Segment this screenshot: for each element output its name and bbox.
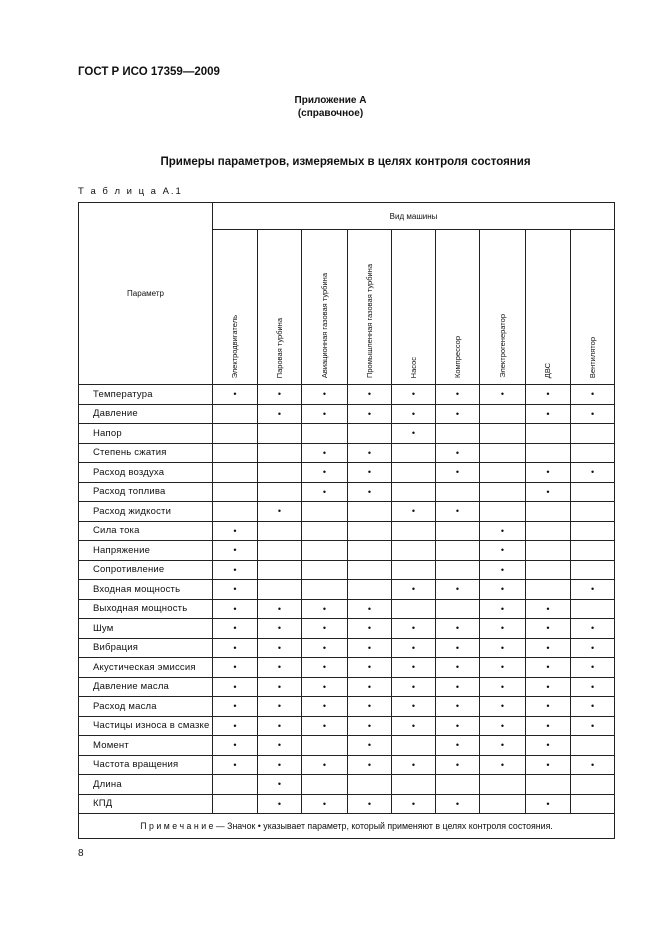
empty-cell — [436, 599, 480, 619]
bullet-mark: • — [213, 560, 258, 580]
machine-column-label: Насос — [408, 356, 418, 378]
empty-cell — [348, 580, 392, 600]
empty-cell — [302, 424, 348, 444]
table-row — [79, 385, 615, 405]
empty-cell — [213, 424, 258, 444]
parameters-table — [78, 202, 615, 839]
bullet-mark: • — [436, 697, 480, 717]
bullet-mark: • — [348, 482, 392, 502]
bullet-mark: • — [348, 755, 392, 775]
bullet-mark: • — [302, 658, 348, 678]
bullet-mark: • — [436, 385, 480, 405]
table-row — [79, 638, 615, 658]
table-row — [79, 697, 615, 717]
empty-cell — [348, 560, 392, 580]
bullet-mark: • — [213, 716, 258, 736]
empty-cell — [571, 560, 615, 580]
section-heading: Примеры параметров, измеряемых в целях контроля состояния — [160, 156, 531, 168]
empty-cell — [302, 736, 348, 756]
bullet-mark: • — [392, 580, 436, 600]
empty-cell — [571, 482, 615, 502]
bullet-mark: • — [348, 443, 392, 463]
empty-cell — [480, 482, 526, 502]
bullet-mark: • — [526, 619, 571, 639]
param-name: Сила тока — [79, 521, 213, 541]
machine-column-header — [348, 230, 392, 385]
bullet-mark: • — [213, 619, 258, 639]
bullet-mark: • — [571, 755, 615, 775]
param-name: КПД — [79, 794, 213, 814]
empty-cell — [392, 541, 436, 561]
bullet-mark: • — [571, 716, 615, 736]
bullet-mark: • — [302, 755, 348, 775]
empty-cell — [392, 560, 436, 580]
empty-cell — [526, 775, 571, 795]
bullet-mark: • — [302, 716, 348, 736]
table-row — [79, 736, 615, 756]
bullet-mark: • — [258, 385, 302, 405]
bullet-mark: • — [302, 404, 348, 424]
bullet-mark: • — [348, 619, 392, 639]
bullet-mark: • — [571, 658, 615, 678]
bullet-mark: • — [213, 658, 258, 678]
bullet-mark: • — [348, 404, 392, 424]
machine-column-label: Электрогенератор — [497, 314, 507, 378]
bullet-mark: • — [258, 755, 302, 775]
param-name: Расход жидкости — [79, 502, 213, 522]
empty-cell — [258, 580, 302, 600]
table-row — [79, 482, 615, 502]
table-row — [79, 580, 615, 600]
bullet-mark: • — [392, 424, 436, 444]
table-note — [79, 814, 615, 839]
bullet-mark: • — [213, 736, 258, 756]
bullet-mark: • — [571, 580, 615, 600]
empty-cell — [392, 443, 436, 463]
empty-cell — [392, 775, 436, 795]
bullet-mark: • — [526, 736, 571, 756]
bullet-mark: • — [213, 385, 258, 405]
bullet-mark: • — [480, 599, 526, 619]
bullet-mark: • — [213, 677, 258, 697]
empty-cell — [571, 736, 615, 756]
table-row — [79, 424, 615, 444]
empty-cell — [526, 443, 571, 463]
bullet-mark: • — [392, 697, 436, 717]
empty-cell — [258, 463, 302, 483]
param-name: Степень сжатия — [79, 443, 213, 463]
empty-cell — [302, 775, 348, 795]
bullet-mark: • — [526, 463, 571, 483]
empty-cell — [526, 502, 571, 522]
table-row — [79, 794, 615, 814]
table-row — [79, 560, 615, 580]
machine-column-label: Вентилятор — [587, 336, 597, 378]
bullet-mark: • — [480, 638, 526, 658]
table-row — [79, 443, 615, 463]
machine-column-header — [258, 230, 302, 385]
bullet-mark: • — [526, 697, 571, 717]
appendix-type: (справочное) — [297, 108, 364, 119]
bullet-mark: • — [258, 404, 302, 424]
bullet-mark: • — [392, 638, 436, 658]
param-name: Входная мощность — [79, 580, 213, 600]
bullet-mark: • — [480, 677, 526, 697]
machine-column-header — [302, 230, 348, 385]
empty-cell — [258, 541, 302, 561]
param-name: Расход топлива — [79, 482, 213, 502]
bullet-mark: • — [436, 463, 480, 483]
bullet-mark: • — [436, 677, 480, 697]
bullet-mark: • — [348, 658, 392, 678]
bullet-mark: • — [258, 619, 302, 639]
empty-cell — [436, 560, 480, 580]
machine-column-label: Паровая турбина — [274, 317, 284, 378]
empty-cell — [258, 482, 302, 502]
bullet-mark: • — [480, 736, 526, 756]
bullet-mark: • — [258, 502, 302, 522]
bullet-mark: • — [436, 736, 480, 756]
empty-cell — [480, 463, 526, 483]
bullet-mark: • — [571, 619, 615, 639]
bullet-mark: • — [302, 385, 348, 405]
empty-cell — [348, 424, 392, 444]
empty-cell — [213, 443, 258, 463]
bullet-mark: • — [480, 580, 526, 600]
bullet-mark: • — [436, 580, 480, 600]
bullet-mark: • — [571, 463, 615, 483]
bullet-mark: • — [213, 521, 258, 541]
empty-cell — [348, 541, 392, 561]
table-row — [79, 521, 615, 541]
machine-type-header: Вид машины — [213, 203, 615, 230]
empty-cell — [480, 794, 526, 814]
empty-cell — [571, 521, 615, 541]
bullet-mark: • — [348, 385, 392, 405]
bullet-mark: • — [302, 599, 348, 619]
empty-cell — [571, 443, 615, 463]
bullet-mark: • — [392, 755, 436, 775]
bullet-mark: • — [526, 677, 571, 697]
empty-cell — [213, 482, 258, 502]
bullet-mark: • — [436, 716, 480, 736]
bullet-mark: • — [348, 716, 392, 736]
bullet-mark: • — [348, 599, 392, 619]
bullet-mark: • — [436, 638, 480, 658]
bullet-mark: • — [480, 385, 526, 405]
bullet-mark: • — [348, 736, 392, 756]
bullet-mark: • — [436, 658, 480, 678]
empty-cell — [480, 443, 526, 463]
empty-cell — [571, 599, 615, 619]
bullet-mark: • — [526, 482, 571, 502]
empty-cell — [213, 502, 258, 522]
bullet-mark: • — [526, 658, 571, 678]
table-row — [79, 541, 615, 561]
empty-cell — [258, 560, 302, 580]
table-row — [79, 404, 615, 424]
param-name: Давление — [79, 404, 213, 424]
bullet-mark: • — [436, 794, 480, 814]
table-row — [79, 599, 615, 619]
bullet-mark: • — [302, 794, 348, 814]
empty-cell — [258, 443, 302, 463]
bullet-mark: • — [348, 638, 392, 658]
note-text: — Значок • указывает параметр, который применяют в целях контроля состояния. — [213, 821, 553, 831]
bullet-mark: • — [526, 385, 571, 405]
bullet-mark: • — [302, 677, 348, 697]
machine-column-header — [213, 230, 258, 385]
bullet-mark: • — [258, 716, 302, 736]
empty-cell — [348, 502, 392, 522]
table-caption: Т а б л и ц а А.1 — [78, 186, 183, 197]
empty-cell — [571, 502, 615, 522]
param-name: Давление масла — [79, 677, 213, 697]
empty-cell — [526, 580, 571, 600]
machine-column-header — [526, 230, 571, 385]
bullet-mark: • — [258, 638, 302, 658]
appendix-title: Приложение А — [294, 95, 367, 106]
table-row — [79, 716, 615, 736]
machine-column-header — [436, 230, 480, 385]
param-name: Расход воздуха — [79, 463, 213, 483]
table-note-row — [79, 814, 615, 839]
bullet-mark: • — [213, 755, 258, 775]
machine-column-label: ДВС — [543, 362, 552, 378]
bullet-mark: • — [526, 794, 571, 814]
bullet-mark: • — [480, 521, 526, 541]
bullet-mark: • — [526, 638, 571, 658]
table-body — [79, 385, 615, 814]
empty-cell — [436, 521, 480, 541]
bullet-mark: • — [436, 502, 480, 522]
param-name: Частицы износа в смазке — [79, 716, 213, 736]
bullet-mark: • — [392, 716, 436, 736]
bullet-mark: • — [392, 794, 436, 814]
bullet-mark: • — [436, 404, 480, 424]
note-label: П р и м е ч а н и е — [140, 821, 214, 831]
bullet-mark: • — [526, 404, 571, 424]
bullet-mark: • — [392, 385, 436, 405]
bullet-mark: • — [213, 541, 258, 561]
bullet-mark: • — [436, 443, 480, 463]
empty-cell — [480, 404, 526, 424]
empty-cell — [302, 521, 348, 541]
param-name: Сопротивление — [79, 560, 213, 580]
bullet-mark: • — [392, 658, 436, 678]
param-name: Частота вращения — [79, 755, 213, 775]
empty-cell — [213, 463, 258, 483]
empty-cell — [571, 794, 615, 814]
bullet-mark: • — [571, 697, 615, 717]
bullet-mark: • — [213, 599, 258, 619]
empty-cell — [302, 541, 348, 561]
param-name: Вибрация — [79, 638, 213, 658]
empty-cell — [436, 541, 480, 561]
empty-cell — [302, 580, 348, 600]
empty-cell — [302, 502, 348, 522]
empty-cell — [213, 404, 258, 424]
bullet-mark: • — [302, 638, 348, 658]
bullet-mark: • — [480, 697, 526, 717]
machine-column-header — [480, 230, 526, 385]
empty-cell — [480, 424, 526, 444]
bullet-mark: • — [213, 580, 258, 600]
bullet-mark: • — [480, 560, 526, 580]
bullet-mark: • — [348, 697, 392, 717]
bullet-mark: • — [392, 404, 436, 424]
empty-cell — [258, 424, 302, 444]
empty-cell — [436, 424, 480, 444]
empty-cell — [436, 775, 480, 795]
bullet-mark: • — [302, 697, 348, 717]
table-row — [79, 619, 615, 639]
param-name: Шум — [79, 619, 213, 639]
bullet-mark: • — [348, 794, 392, 814]
bullet-mark: • — [392, 619, 436, 639]
empty-cell — [348, 521, 392, 541]
param-name: Температура — [79, 385, 213, 405]
empty-cell — [571, 775, 615, 795]
param-name: Длина — [79, 775, 213, 795]
empty-cell — [302, 560, 348, 580]
empty-cell — [480, 775, 526, 795]
bullet-mark: • — [258, 599, 302, 619]
empty-cell — [392, 736, 436, 756]
bullet-mark: • — [571, 404, 615, 424]
table-row — [79, 775, 615, 795]
document-code: ГОСТ Р ИСО 17359—2009 — [78, 66, 220, 78]
empty-cell — [436, 482, 480, 502]
bullet-mark: • — [302, 443, 348, 463]
bullet-mark: • — [436, 755, 480, 775]
empty-cell — [526, 560, 571, 580]
bullet-mark: • — [258, 794, 302, 814]
empty-cell — [258, 521, 302, 541]
empty-cell — [571, 424, 615, 444]
empty-cell — [213, 794, 258, 814]
bullet-mark: • — [436, 619, 480, 639]
empty-cell — [480, 502, 526, 522]
bullet-mark: • — [480, 716, 526, 736]
empty-cell — [392, 599, 436, 619]
machine-column-label: Компрессор — [452, 335, 462, 378]
bullet-mark: • — [302, 619, 348, 639]
machine-column-header — [392, 230, 436, 385]
param-name: Выходная мощность — [79, 599, 213, 619]
bullet-mark: • — [213, 638, 258, 658]
empty-cell — [392, 463, 436, 483]
bullet-mark: • — [302, 482, 348, 502]
machine-column-label: Авиационная газовая турбина — [319, 272, 329, 378]
param-name: Напор — [79, 424, 213, 444]
bullet-mark: • — [480, 541, 526, 561]
bullet-mark: • — [571, 638, 615, 658]
table-row — [79, 463, 615, 483]
bullet-mark: • — [571, 385, 615, 405]
page-number: 8 — [78, 848, 84, 859]
bullet-mark: • — [480, 755, 526, 775]
empty-cell — [392, 521, 436, 541]
empty-cell — [213, 775, 258, 795]
bullet-mark: • — [258, 697, 302, 717]
bullet-mark: • — [526, 716, 571, 736]
param-name: Момент — [79, 736, 213, 756]
machine-column-label: Промышленная газовая турбина — [364, 264, 374, 378]
bullet-mark: • — [258, 775, 302, 795]
empty-cell — [526, 541, 571, 561]
table-row — [79, 658, 615, 678]
bullet-mark: • — [348, 463, 392, 483]
bullet-mark: • — [348, 677, 392, 697]
bullet-mark: • — [213, 697, 258, 717]
bullet-mark: • — [571, 677, 615, 697]
bullet-mark: • — [302, 463, 348, 483]
bullet-mark: • — [480, 658, 526, 678]
param-name: Акустическая эмиссия — [79, 658, 213, 678]
bullet-mark: • — [526, 599, 571, 619]
bullet-mark: • — [258, 677, 302, 697]
table-row — [79, 502, 615, 522]
bullet-mark: • — [526, 755, 571, 775]
bullet-mark: • — [480, 619, 526, 639]
bullet-mark: • — [258, 658, 302, 678]
empty-cell — [526, 521, 571, 541]
table-row — [79, 755, 615, 775]
table-row — [79, 677, 615, 697]
param-name: Напряжение — [79, 541, 213, 561]
bullet-mark: • — [392, 677, 436, 697]
machine-column-header — [571, 230, 615, 385]
bullet-mark: • — [392, 502, 436, 522]
empty-cell — [392, 482, 436, 502]
machine-column-label: Электродвигатель — [230, 314, 239, 378]
empty-cell — [571, 541, 615, 561]
param-column-header: Параметр — [79, 203, 213, 385]
empty-cell — [526, 424, 571, 444]
param-name: Расход масла — [79, 697, 213, 717]
bullet-mark: • — [258, 736, 302, 756]
empty-cell — [348, 775, 392, 795]
